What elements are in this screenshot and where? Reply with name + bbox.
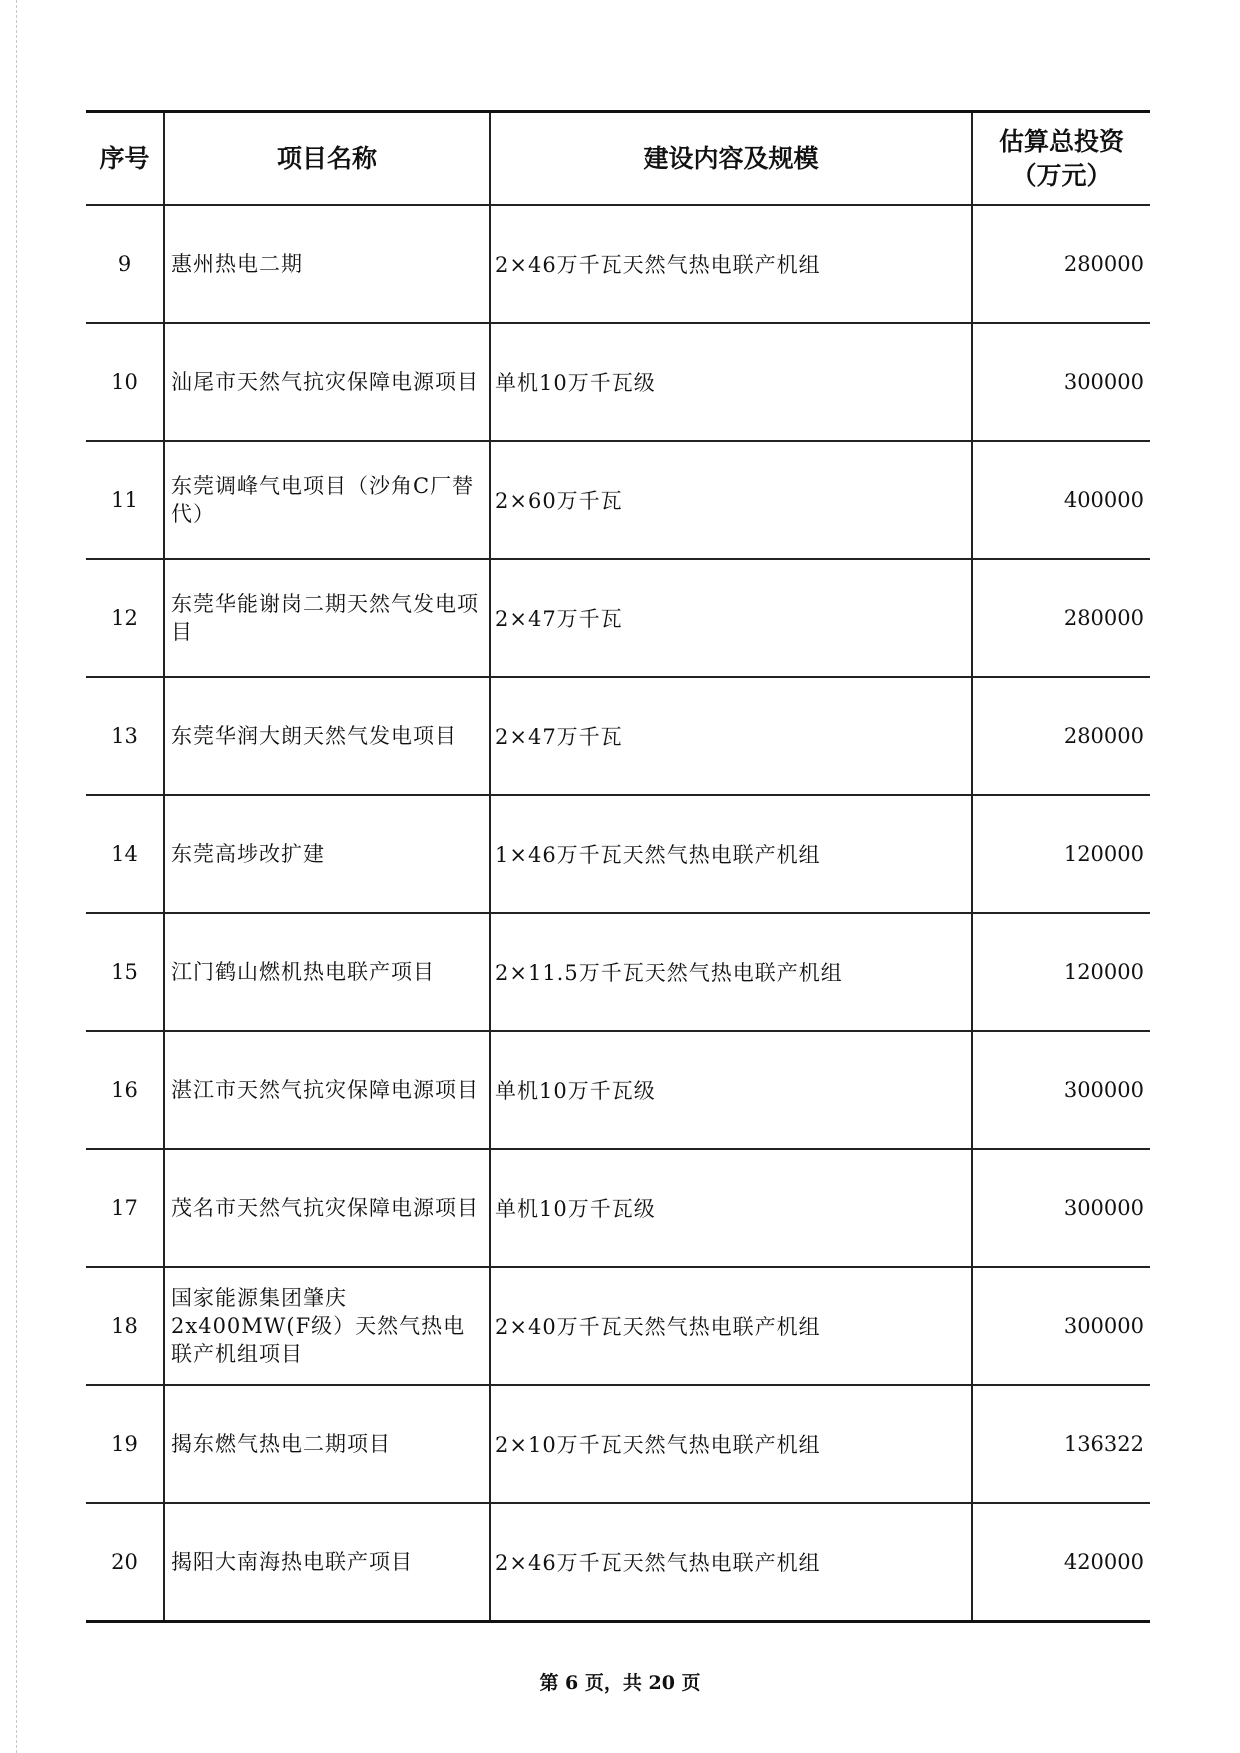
page-footer	[0, 1668, 1240, 1695]
cell-investment: 300000	[972, 1149, 1150, 1267]
cell-investment: 120000	[972, 795, 1150, 913]
header-invest	[972, 112, 1150, 206]
table-row	[86, 1503, 1150, 1621]
cell-content: 2×46万千瓦天然气热电联产机组	[490, 1503, 972, 1621]
cell-seq: 15	[86, 913, 164, 1031]
page-margin-line	[16, 0, 17, 1753]
cell-seq: 13	[86, 677, 164, 795]
table-row	[86, 677, 1150, 795]
cell-investment: 280000	[972, 677, 1150, 795]
header-name: 项目名称	[164, 112, 490, 206]
cell-seq: 17	[86, 1149, 164, 1267]
cell-project-name: 揭阳大南海热电联产项目	[164, 1503, 490, 1621]
cell-project-name: 东莞华润大朗天然气发电项目	[164, 677, 490, 795]
cell-seq: 20	[86, 1503, 164, 1621]
cell-seq: 12	[86, 559, 164, 677]
cell-project-name: 东莞高埗改扩建	[164, 795, 490, 913]
table-row	[86, 441, 1150, 559]
cell-content: 2×47万千瓦	[490, 559, 972, 677]
cell-seq: 16	[86, 1031, 164, 1149]
cell-investment: 420000	[972, 1503, 1150, 1621]
cell-investment: 400000	[972, 441, 1150, 559]
header-invest-line2: （万元）	[1011, 160, 1112, 190]
table-row	[86, 1267, 1150, 1385]
cell-investment: 300000	[972, 1031, 1150, 1149]
cell-content: 2×46万千瓦天然气热电联产机组	[490, 205, 972, 323]
cell-content: 单机10万千瓦级	[490, 1149, 972, 1267]
table-row	[86, 323, 1150, 441]
cell-project-name: 国家能源集团肇庆2x400MW(F级）天然气热电联产机组项目	[164, 1267, 490, 1385]
cell-seq: 14	[86, 795, 164, 913]
cell-investment: 120000	[972, 913, 1150, 1031]
cell-seq: 9	[86, 205, 164, 323]
cell-content: 1×46万千瓦天然气热电联产机组	[490, 795, 972, 913]
cell-investment: 300000	[972, 323, 1150, 441]
table-row	[86, 559, 1150, 677]
cell-content: 2×10万千瓦天然气热电联产机组	[490, 1385, 972, 1503]
cell-content: 2×11.5万千瓦天然气热电联产机组	[490, 913, 972, 1031]
cell-content: 2×47万千瓦	[490, 677, 972, 795]
cell-project-name: 湛江市天然气抗灾保障电源项目	[164, 1031, 490, 1149]
header-content: 建设内容及规模	[490, 112, 972, 206]
header-invest-line1: 估算总投资	[998, 126, 1124, 156]
table-row	[86, 1385, 1150, 1503]
cell-project-name: 茂名市天然气抗灾保障电源项目	[164, 1149, 490, 1267]
cell-content: 单机10万千瓦级	[490, 323, 972, 441]
table-header-row	[86, 112, 1150, 206]
cell-project-name: 汕尾市天然气抗灾保障电源项目	[164, 323, 490, 441]
cell-investment: 300000	[972, 1267, 1150, 1385]
header-seq: 序号	[86, 112, 164, 206]
cell-project-name: 东莞华能谢岗二期天然气发电项目	[164, 559, 490, 677]
table-row	[86, 1031, 1150, 1149]
table-row	[86, 913, 1150, 1031]
cell-seq: 10	[86, 323, 164, 441]
cell-content: 2×40万千瓦天然气热电联产机组	[490, 1267, 972, 1385]
cell-seq: 18	[86, 1267, 164, 1385]
cell-seq: 11	[86, 441, 164, 559]
table-row	[86, 795, 1150, 913]
project-table	[86, 110, 1150, 1623]
cell-content: 单机10万千瓦级	[490, 1031, 972, 1149]
cell-project-name: 惠州热电二期	[164, 205, 490, 323]
cell-investment: 136322	[972, 1385, 1150, 1503]
cell-project-name: 东莞调峰气电项目（沙角C厂替代）	[164, 441, 490, 559]
cell-project-name: 江门鹤山燃机热电联产项目	[164, 913, 490, 1031]
cell-project-name: 揭东燃气热电二期项目	[164, 1385, 490, 1503]
page-number-text: 第 6 页，共 20 页	[539, 1672, 701, 1694]
cell-content: 2×60万千瓦	[490, 441, 972, 559]
cell-investment: 280000	[972, 559, 1150, 677]
table-row	[86, 205, 1150, 323]
cell-investment: 280000	[972, 205, 1150, 323]
table-row	[86, 1149, 1150, 1267]
cell-seq: 19	[86, 1385, 164, 1503]
